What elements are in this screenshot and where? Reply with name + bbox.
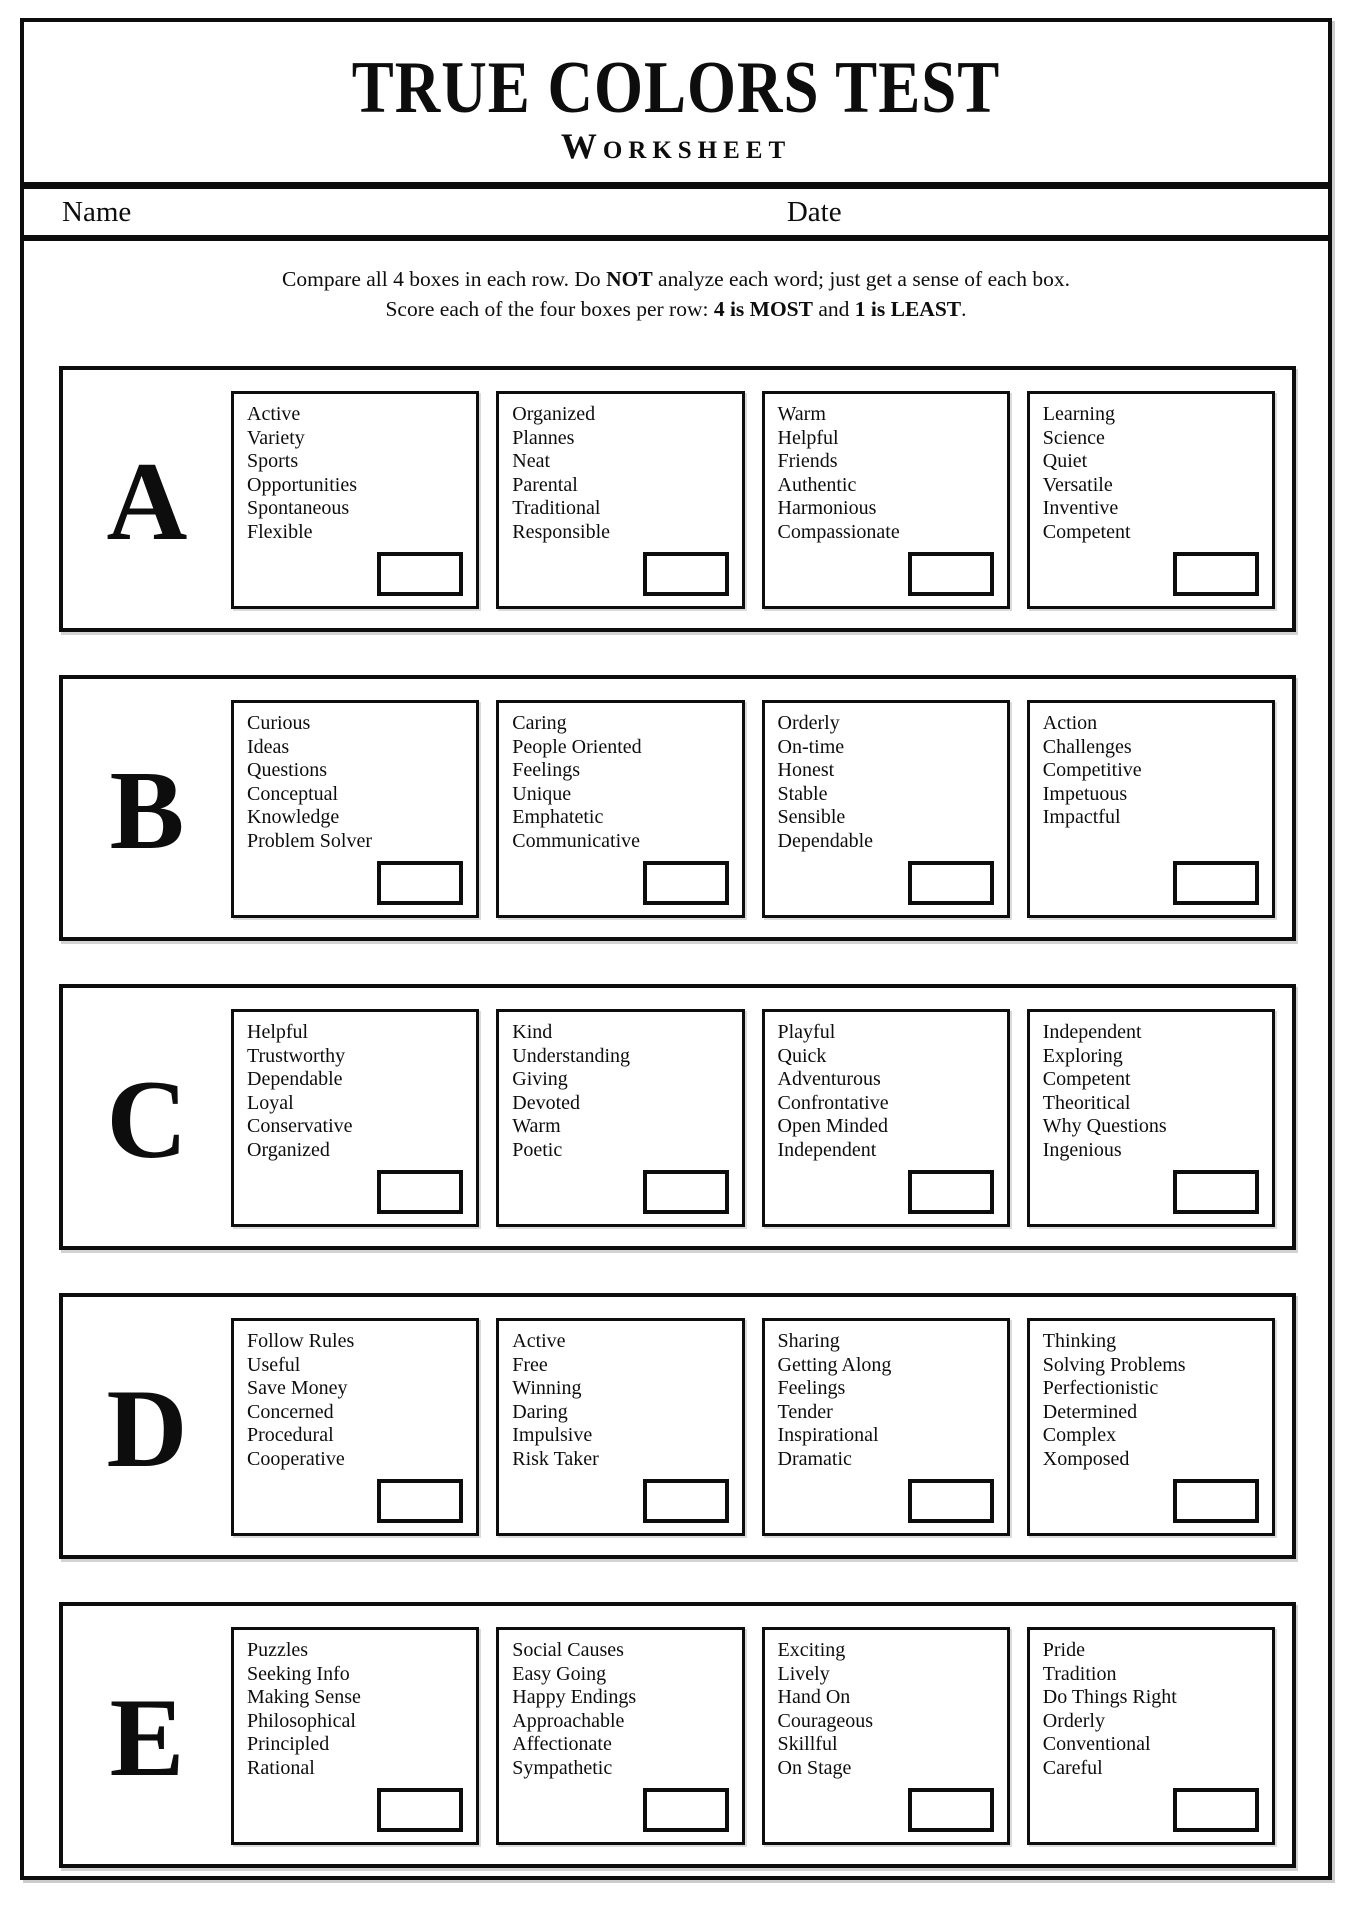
name-date-band xyxy=(24,189,1328,241)
word-item: Harmonious xyxy=(777,497,877,520)
score-box-b1[interactable] xyxy=(377,861,463,905)
word-item: Impulsive xyxy=(512,1424,593,1447)
word-item: Pride xyxy=(1042,1639,1085,1661)
instruction-text: Compare all 4 boxes in each row. Do xyxy=(282,267,607,291)
word-item: Action xyxy=(1042,712,1098,734)
page-title: TRUE COLORS TEST xyxy=(351,46,1001,129)
word-box-c4 xyxy=(1027,1009,1275,1227)
word-item: Opportunities xyxy=(247,473,357,496)
word-item: Quick xyxy=(777,1044,827,1067)
word-item: Risk Taker xyxy=(512,1447,599,1470)
score-box-a4[interactable] xyxy=(1173,552,1259,596)
word-item: Stable xyxy=(777,782,828,805)
word-item: Impactful xyxy=(1042,806,1121,829)
row-section-a xyxy=(59,366,1296,632)
word-item: Competent xyxy=(1042,1068,1131,1091)
score-box-c3[interactable] xyxy=(908,1170,994,1214)
word-box-e3 xyxy=(762,1627,1010,1845)
word-item: On Stage xyxy=(777,1756,852,1779)
score-box-d1[interactable] xyxy=(377,1479,463,1523)
instruction-emphasis: 4 is MOST xyxy=(713,296,813,321)
word-item: Orderly xyxy=(777,712,840,734)
word-item: Do Things Right xyxy=(1042,1686,1177,1709)
word-item: Independent xyxy=(1042,1021,1142,1043)
word-item: Puzzles xyxy=(247,1639,309,1661)
word-item: Emphatetic xyxy=(512,806,604,829)
word-item: Tradition xyxy=(1042,1662,1117,1685)
word-item: Responsible xyxy=(512,520,611,543)
word-item: Conventional xyxy=(1042,1733,1151,1756)
word-item: Impetuous xyxy=(1042,782,1128,805)
word-box-b3 xyxy=(762,700,1010,918)
word-item: Useful xyxy=(247,1353,301,1376)
word-item: Determined xyxy=(1042,1400,1138,1423)
word-item: Curious xyxy=(247,712,311,734)
word-item: On-time xyxy=(777,735,845,758)
word-item: Ideas xyxy=(247,735,290,758)
word-list xyxy=(247,712,472,854)
word-item: Unique xyxy=(512,782,572,805)
instruction-emphasis: NOT xyxy=(606,267,653,291)
word-item: Inventive xyxy=(1042,497,1119,520)
word-item: Winning xyxy=(512,1377,582,1400)
word-item: Xomposed xyxy=(1042,1447,1130,1470)
word-item: Giving xyxy=(512,1068,568,1091)
word-list xyxy=(247,1021,472,1163)
word-item: Exciting xyxy=(777,1639,846,1661)
word-item: Independent xyxy=(777,1138,877,1161)
word-item: People Oriented xyxy=(512,735,642,758)
word-item: Poetic xyxy=(512,1138,563,1161)
score-box-b3[interactable] xyxy=(908,861,994,905)
word-box-b4 xyxy=(1027,700,1275,918)
worksheet-page xyxy=(20,18,1332,1880)
row-section-c xyxy=(59,984,1296,1250)
word-box-c3 xyxy=(762,1009,1010,1227)
word-item: Quiet xyxy=(1042,450,1088,473)
word-item: Theoritical xyxy=(1042,1091,1131,1114)
word-item: Parental xyxy=(512,473,578,496)
word-box-b1 xyxy=(231,700,479,918)
score-box-a2[interactable] xyxy=(643,552,729,596)
word-item: Perfectionistic xyxy=(1042,1377,1159,1400)
word-list xyxy=(1043,712,1268,830)
word-box-b2 xyxy=(496,700,744,918)
word-box-a3 xyxy=(762,391,1010,609)
word-list xyxy=(247,1639,472,1781)
row-boxes xyxy=(231,1606,1292,1864)
word-box-e1 xyxy=(231,1627,479,1845)
score-box-c1[interactable] xyxy=(377,1170,463,1214)
word-list xyxy=(512,403,737,545)
word-item: Compassionate xyxy=(777,520,900,543)
word-item: Orderly xyxy=(1042,1709,1105,1732)
row-boxes xyxy=(231,1297,1292,1555)
score-box-a3[interactable] xyxy=(908,552,994,596)
word-box-e4 xyxy=(1027,1627,1275,1845)
word-item: Sports xyxy=(247,450,299,473)
word-item: Questions xyxy=(247,759,327,782)
word-item: Kind xyxy=(512,1021,553,1043)
word-item: Save Money xyxy=(247,1377,348,1400)
word-item: Hand On xyxy=(777,1686,851,1709)
word-item: Devoted xyxy=(512,1091,581,1114)
score-box-d4[interactable] xyxy=(1173,1479,1259,1523)
word-item: Science xyxy=(1042,426,1105,449)
word-item: Loyal xyxy=(247,1091,294,1114)
word-item: Dependable xyxy=(247,1068,343,1091)
word-item: Open Minded xyxy=(777,1115,889,1138)
score-box-c2[interactable] xyxy=(643,1170,729,1214)
instructions-line-1 xyxy=(24,265,1328,295)
word-item: Neat xyxy=(512,450,551,473)
word-item: Getting Along xyxy=(777,1353,892,1376)
word-item: Lively xyxy=(777,1662,830,1685)
word-item: Thinking xyxy=(1042,1330,1117,1352)
score-box-b4[interactable] xyxy=(1173,861,1259,905)
word-item: Concerned xyxy=(247,1400,334,1423)
word-item: Free xyxy=(512,1353,548,1376)
word-list xyxy=(512,1330,737,1472)
row-letter-a: A xyxy=(106,440,188,564)
row-section-d xyxy=(59,1293,1296,1559)
word-item: Sensible xyxy=(777,806,846,829)
score-box-e4[interactable] xyxy=(1173,1788,1259,1832)
word-item: Cooperative xyxy=(247,1447,345,1470)
word-item: Skillful xyxy=(777,1733,838,1756)
word-item: Warm xyxy=(777,403,826,425)
word-item: Helpful xyxy=(247,1021,309,1043)
word-item: Learning xyxy=(1042,403,1115,425)
word-item: Conceptual xyxy=(247,782,339,805)
rows-container xyxy=(24,324,1328,1868)
word-item: Happy Endings xyxy=(512,1686,637,1709)
word-item: Playful xyxy=(777,1021,836,1043)
word-box-d4 xyxy=(1027,1318,1275,1536)
word-item: Philosophical xyxy=(247,1709,356,1732)
word-item: Versatile xyxy=(1042,473,1113,496)
word-item: Communicative xyxy=(512,829,641,852)
word-box-c1 xyxy=(231,1009,479,1227)
word-item: Conservative xyxy=(247,1115,353,1138)
word-item: Careful xyxy=(1042,1756,1103,1779)
word-item: Social Causes xyxy=(512,1639,624,1661)
row-section-e xyxy=(59,1602,1296,1868)
instructions-line-2 xyxy=(24,295,1328,325)
date-field[interactable] xyxy=(859,193,1298,231)
instruction-emphasis: 1 is LEAST xyxy=(854,296,962,321)
word-item: Traditional xyxy=(512,497,601,520)
word-item: Rational xyxy=(247,1756,315,1779)
word-list xyxy=(1043,1021,1268,1163)
word-item: Knowledge xyxy=(247,806,340,829)
instruction-text: . xyxy=(961,296,967,321)
score-box-e3[interactable] xyxy=(908,1788,994,1832)
word-item: Active xyxy=(247,403,301,425)
word-item: Approachable xyxy=(512,1709,625,1732)
word-box-a4 xyxy=(1027,391,1275,609)
word-box-d2 xyxy=(496,1318,744,1536)
word-item: Variety xyxy=(247,426,305,449)
score-box-c4[interactable] xyxy=(1173,1170,1259,1214)
word-item: Ingenious xyxy=(1042,1138,1122,1161)
word-item: Follow Rules xyxy=(247,1330,355,1352)
word-item: Understanding xyxy=(512,1044,631,1067)
word-item: Warm xyxy=(512,1115,561,1138)
word-item: Courageous xyxy=(777,1709,874,1732)
word-box-d1 xyxy=(231,1318,479,1536)
word-item: Adventurous xyxy=(777,1068,881,1091)
word-item: Tender xyxy=(777,1400,833,1423)
score-box-e1[interactable] xyxy=(377,1788,463,1832)
word-item: Procedural xyxy=(247,1424,334,1447)
score-box-d3[interactable] xyxy=(908,1479,994,1523)
word-item: Organized xyxy=(512,403,596,425)
word-item: Why Questions xyxy=(1042,1115,1167,1138)
word-item: Plannes xyxy=(512,426,575,449)
word-item: Seeking Info xyxy=(247,1662,350,1685)
word-item: Organized xyxy=(247,1138,330,1161)
word-item: Principled xyxy=(247,1733,330,1756)
word-item: Spontaneous xyxy=(247,497,350,520)
word-list xyxy=(778,403,1003,545)
word-item: Helpful xyxy=(777,426,839,449)
row-letter-c: C xyxy=(106,1058,188,1182)
score-box-d2[interactable] xyxy=(643,1479,729,1523)
word-item: Friends xyxy=(777,450,838,473)
row-boxes xyxy=(231,988,1292,1246)
word-list xyxy=(247,403,472,545)
score-box-b2[interactable] xyxy=(643,861,729,905)
word-box-e2 xyxy=(496,1627,744,1845)
instruction-text: Score each of the four boxes per row: xyxy=(385,296,714,321)
header xyxy=(24,22,1328,189)
word-item: Sharing xyxy=(777,1330,840,1352)
row-boxes xyxy=(231,370,1292,628)
word-item: Challenges xyxy=(1042,735,1132,758)
score-box-e2[interactable] xyxy=(643,1788,729,1832)
instruction-text: analyze each word; just get a sense of each box. xyxy=(652,267,1070,291)
row-boxes xyxy=(231,679,1292,937)
word-item: Easy Going xyxy=(512,1662,607,1685)
word-list xyxy=(1043,1330,1268,1472)
word-list xyxy=(778,1330,1003,1472)
word-list xyxy=(1043,403,1268,545)
row-letter-d: D xyxy=(106,1367,188,1491)
word-item: Affectionate xyxy=(512,1733,612,1756)
row-letter-b: B xyxy=(109,749,185,873)
word-list xyxy=(247,1330,472,1472)
word-item: Competent xyxy=(1042,520,1131,543)
row-letter-e: E xyxy=(109,1676,185,1800)
name-field[interactable] xyxy=(154,193,754,231)
word-item: Exploring xyxy=(1042,1044,1123,1067)
word-list xyxy=(512,1021,737,1163)
name-label: Name xyxy=(62,195,132,228)
word-item: Solving Problems xyxy=(1042,1353,1186,1376)
row-section-b xyxy=(59,675,1296,941)
word-box-a1 xyxy=(231,391,479,609)
word-list xyxy=(778,1021,1003,1163)
date-label: Date xyxy=(786,196,842,228)
word-item: Feelings xyxy=(777,1377,846,1400)
word-item: Honest xyxy=(777,759,835,782)
word-item: Problem Solver xyxy=(247,829,372,852)
word-item: Complex xyxy=(1042,1424,1117,1447)
word-item: Dramatic xyxy=(777,1447,852,1470)
page-subtitle: Worksheet xyxy=(560,126,792,166)
word-item: Authentic xyxy=(777,473,857,496)
word-item: Feelings xyxy=(512,759,581,782)
word-list xyxy=(778,712,1003,854)
word-item: Inspirational xyxy=(777,1424,879,1447)
word-item: Active xyxy=(512,1330,566,1352)
word-list xyxy=(512,712,737,854)
word-box-c2 xyxy=(496,1009,744,1227)
word-item: Confrontative xyxy=(777,1091,889,1114)
word-item: Daring xyxy=(512,1400,568,1423)
word-item: Trustworthy xyxy=(247,1044,346,1067)
word-item: Dependable xyxy=(777,829,874,852)
instructions xyxy=(24,241,1328,324)
word-box-d3 xyxy=(762,1318,1010,1536)
word-item: Caring xyxy=(512,712,567,734)
word-item: Sympathetic xyxy=(512,1756,613,1779)
word-list xyxy=(512,1639,737,1781)
word-box-a2 xyxy=(496,391,744,609)
word-item: Making Sense xyxy=(247,1686,361,1709)
word-list xyxy=(1043,1639,1268,1781)
word-item: Competitive xyxy=(1042,759,1142,782)
word-item: Flexible xyxy=(247,520,313,543)
instruction-text: and xyxy=(812,296,855,321)
score-box-a1[interactable] xyxy=(377,552,463,596)
word-list xyxy=(778,1639,1003,1781)
